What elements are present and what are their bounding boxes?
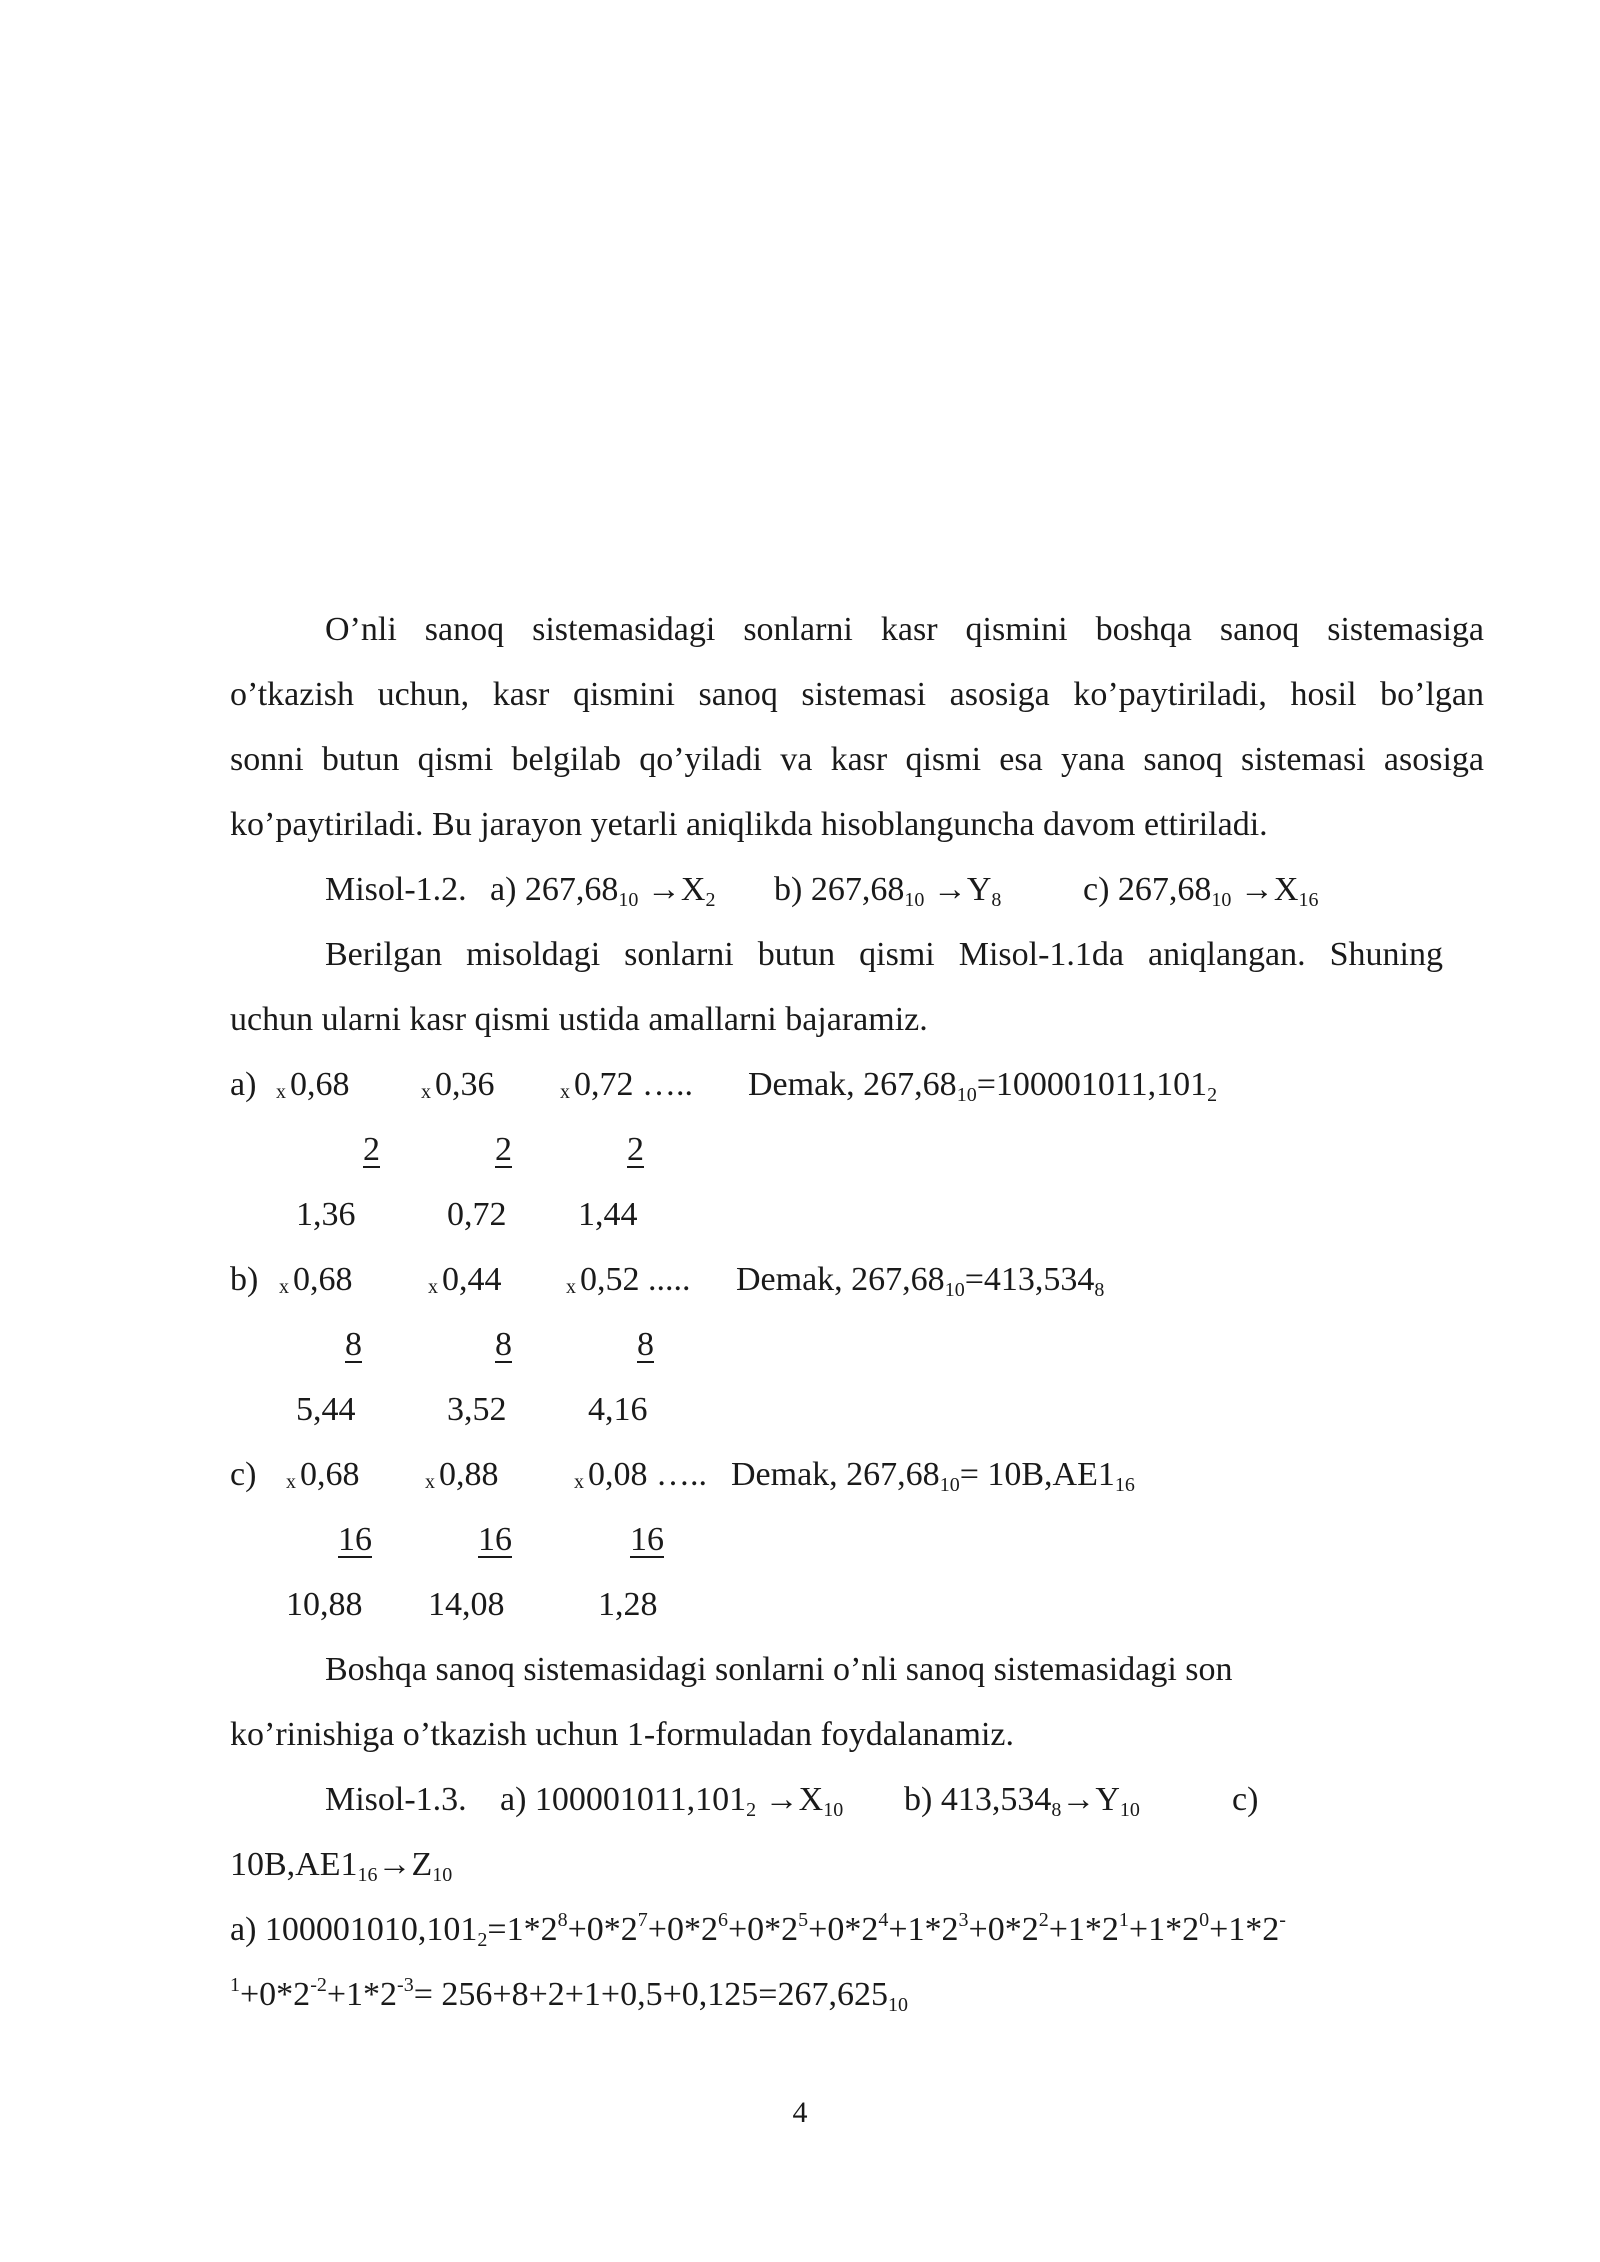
calc-b-r3: 4,16 bbox=[588, 1391, 648, 1428]
example-1-3-c-label: c) bbox=[1232, 1781, 1259, 1818]
calc-a-r1: 1,36 bbox=[296, 1196, 356, 1233]
exponent: 3 bbox=[958, 1909, 969, 1931]
calc-c-label: c) bbox=[230, 1456, 257, 1493]
calc-b-base-2: 8 bbox=[495, 1326, 512, 1363]
example-1-2-b: b) $267,68_{10} \to Y_8$ bbox=[774, 871, 1002, 911]
exponent: - bbox=[1279, 1909, 1286, 1931]
calc-a-label: a) bbox=[230, 1066, 257, 1103]
calc-c-r2: 14,08 bbox=[428, 1586, 505, 1623]
calc-c-r3: 1,28 bbox=[598, 1586, 658, 1623]
example-1-3-b: b) $413,534_8\to Y_{10}$ bbox=[904, 1781, 1140, 1821]
intro-line-3: sonni butun qismi belgilab qo’yiladi va kasr qismi esa yana sanoq sistemasi asosiga bbox=[230, 741, 1484, 778]
exponent: 8 bbox=[557, 1909, 568, 1931]
calc-a-m3: x 0,72 ….. bbox=[560, 1066, 693, 1103]
exponent: 5 bbox=[798, 1909, 809, 1931]
calc-a-result: Demak, $267,68_{10}=100001011,101_2$ bbox=[748, 1066, 1218, 1106]
calc-c-base-1: 16 bbox=[338, 1521, 372, 1558]
calc-a-r3: 1,44 bbox=[578, 1196, 638, 1233]
calc-c-m3: x 0,08 ….. bbox=[574, 1456, 707, 1493]
example-1-3-c: $10B,AE1_{16}\to Z_{10}$ bbox=[230, 1846, 453, 1886]
calc-a-base-2: 2 bbox=[495, 1131, 512, 1168]
calc-c-result: Demak, $267,68_{10}= 10B,AE1_{16}$ bbox=[731, 1456, 1135, 1496]
calc-b-base-1: 8 bbox=[345, 1326, 362, 1363]
exponent: 2 bbox=[1038, 1909, 1049, 1931]
calc-c-r1: 10,88 bbox=[286, 1586, 363, 1623]
calc-b-r2: 3,52 bbox=[447, 1391, 507, 1428]
calc-b-m2: x 0,44 bbox=[428, 1261, 502, 1298]
example-1-2-a: a) $267,68_{10} \to X_2$ bbox=[490, 871, 716, 911]
example-1-2-c: c) $267,68_{10} \to X_{16}$ bbox=[1083, 871, 1319, 911]
exponent: 0 bbox=[1199, 1909, 1210, 1931]
intro-line-4: ko’paytiriladi. Bu jarayon yetarli aniqlikda hisoblanguncha davom ettiriladi. bbox=[230, 806, 1268, 843]
formula-result: $^1+0*2^{-2}+1*2^{-3}= 256+8+2+1+0,5+0,125=267,625_{10}$ bbox=[230, 1974, 908, 2016]
page-number: 4 bbox=[792, 2096, 808, 2129]
other-line-2: ko’rinishiga o’tkazish uchun 1-formuladan foydalanamiz. bbox=[230, 1716, 1014, 1753]
intro-line-2: o’tkazish uchun, kasr qismini sanoq sistemasi asosiga ko’paytiriladi, hosil bo’lgan bbox=[230, 676, 1484, 713]
exponent: -3 bbox=[397, 1974, 414, 1996]
exponent: 1 bbox=[1118, 1909, 1129, 1931]
other-line-1: Boshqa sanoq sistemasidagi sonlarni o’nli sanoq sistemasidagi son bbox=[325, 1651, 1233, 1688]
formula-terms-continued: $^1+0*2^{-2}+1*2^{-3}= 256+8+2+1+0,5+0,125=267,625$ bbox=[230, 1974, 888, 2013]
calc-b-m1: x 0,68 bbox=[279, 1261, 353, 1298]
exponent: 4 bbox=[878, 1909, 889, 1931]
calc-a-m1: x 0,68 bbox=[276, 1066, 350, 1103]
calc-b-label: b) bbox=[230, 1261, 259, 1298]
example-1-3-label: Misol-1.3. bbox=[325, 1781, 467, 1818]
exponent: 1 bbox=[230, 1974, 240, 1996]
intro-line-1: O’nli sanoq sistemasidagi sonlarni kasr qismini boshqa sanoq sistemasiga bbox=[325, 611, 1484, 648]
calc-c-base-2: 16 bbox=[478, 1521, 512, 1558]
exponent: -2 bbox=[310, 1974, 327, 1996]
calc-a-base-3: 2 bbox=[627, 1131, 644, 1168]
given-line-1: Berilgan misoldagi sonlarni butun qismi Misol-1.1da aniqlangan. Shuning bbox=[325, 936, 1443, 973]
calc-b-m3: x 0,52 ..... bbox=[566, 1261, 691, 1298]
calc-c-base-3: 16 bbox=[630, 1521, 664, 1558]
calc-c-m1: x 0,68 bbox=[286, 1456, 360, 1493]
example-1-3-a: a) $100001011,101_2 \to X_{10}$ bbox=[500, 1781, 844, 1821]
given-line-2: uchun ularni kasr qismi ustida amallarni bajaramiz. bbox=[230, 1001, 928, 1038]
calc-b-r1: 5,44 bbox=[296, 1391, 356, 1428]
formula-terms: $=1*2^8+0*2^7+0*2^6+0*2^5+0*2^4+1*2^3+0*2^2+1*2^1+1*2^0+1*2^-$ bbox=[487, 1909, 1286, 1948]
calc-a-r2: 0,72 bbox=[447, 1196, 507, 1233]
exponent: 6 bbox=[717, 1909, 728, 1931]
calc-a-m2: x 0,36 bbox=[421, 1066, 495, 1103]
calc-b-result: Demak, $267,68_{10}=413,534_8$ bbox=[736, 1261, 1105, 1301]
calc-b-base-3: 8 bbox=[637, 1326, 654, 1363]
formula-expansion: a) $100001010,101_2=1*2^8+0*2^7+0*2^6+0*2^5+0*2^4+1*2^3+0*2^2+1*2^1+1*2^0+1*2^-$ bbox=[230, 1909, 1286, 1951]
calc-a-base-1: 2 bbox=[363, 1131, 380, 1168]
calc-c-m2: x 0,88 bbox=[425, 1456, 499, 1493]
exponent: 7 bbox=[637, 1909, 648, 1931]
example-1-2-label: Misol-1.2. bbox=[325, 871, 467, 908]
